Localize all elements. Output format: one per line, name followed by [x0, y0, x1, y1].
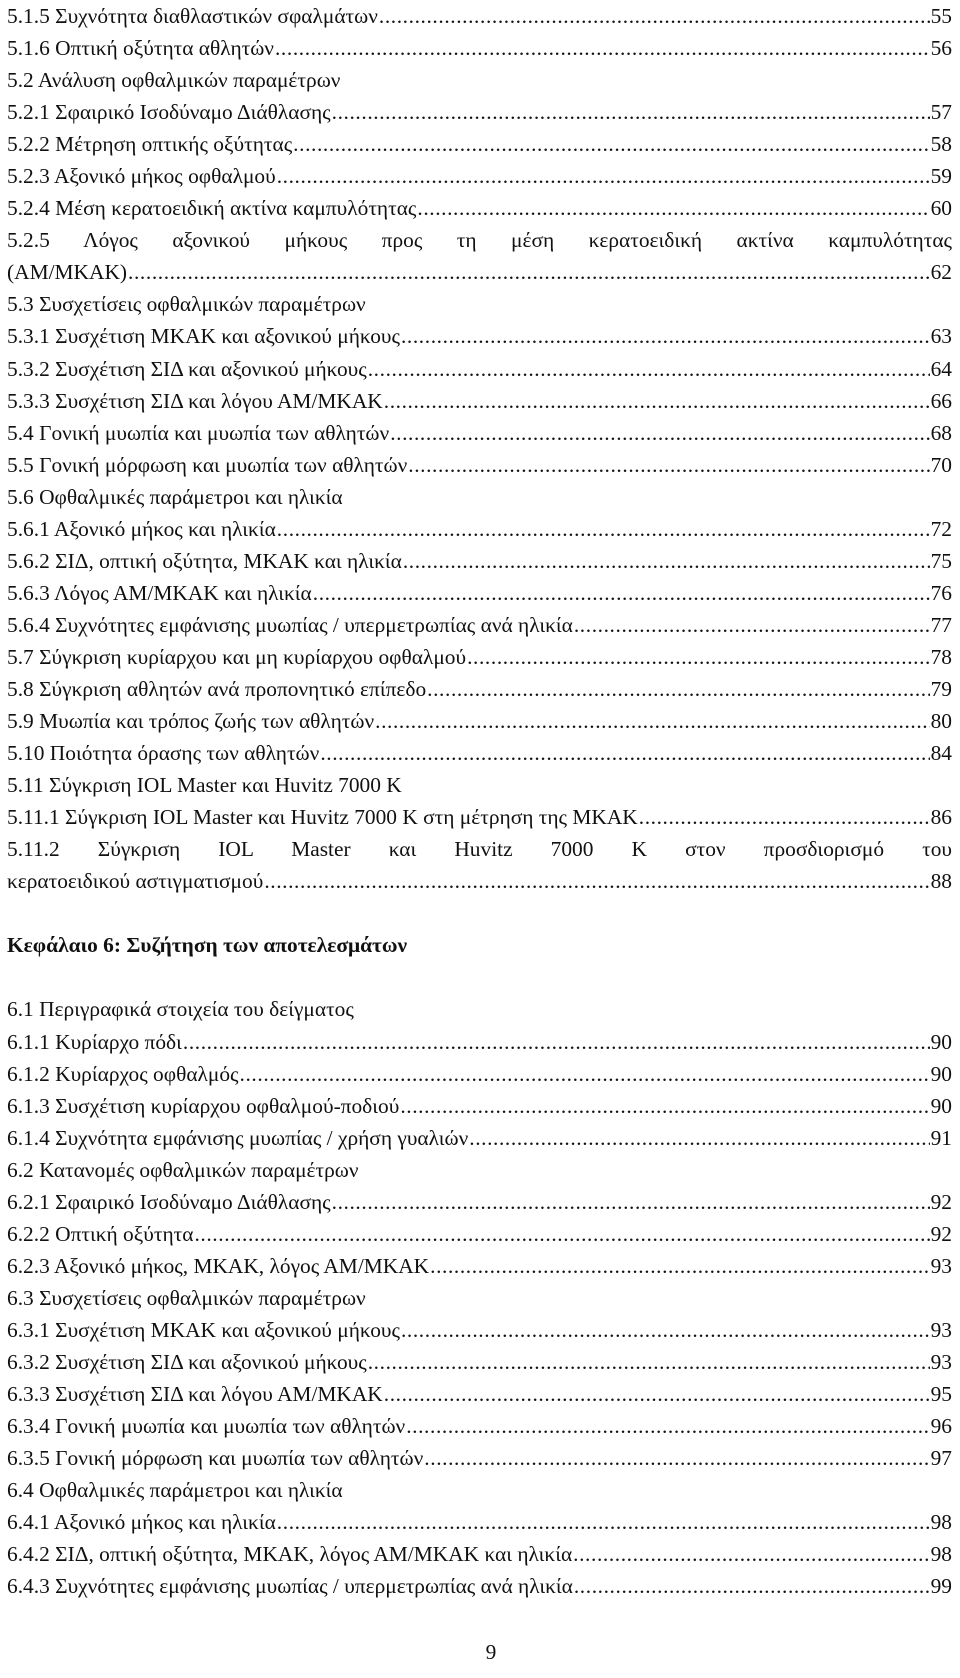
toc-entry-title — [7, 1478, 343, 1502]
toc-entry-number: 5.3.2 — [7, 356, 50, 381]
toc-entry-title — [7, 1250, 429, 1282]
toc-entry-page: 88 — [930, 869, 952, 894]
toc-entry-page: 56 — [930, 36, 952, 61]
dot-leader — [469, 1122, 929, 1154]
toc-entry-text: Αξονικό μήκος οφθαλμού — [53, 164, 276, 189]
toc-entry-number: 5.8 — [7, 676, 34, 701]
toc-entry-page: 57 — [930, 100, 952, 125]
toc-entry — [7, 993, 952, 1025]
toc-entry-page: 55 — [930, 4, 952, 28]
toc-entry-number: 5.6 — [7, 484, 34, 509]
toc-entry-page: 90 — [930, 1061, 952, 1086]
toc-entry-title — [7, 1090, 399, 1122]
toc-entry-page: 75 — [930, 548, 952, 573]
dot-leader — [401, 320, 930, 352]
toc-entry-title — [7, 68, 340, 92]
toc-entry-title — [7, 1442, 423, 1474]
toc-entry-number: 5.2.1 — [7, 100, 50, 125]
toc-entry-page: 62 — [930, 260, 952, 285]
toc-entry-title — [7, 1570, 573, 1602]
toc-entry-text: Οφθαλμικές παράμετροι και ηλικία — [39, 1478, 343, 1503]
toc-entry-number: 6.3.4 — [7, 1414, 50, 1439]
dot-leader — [417, 192, 929, 224]
toc-entry-page: 84 — [930, 741, 952, 766]
toc-entry — [7, 320, 952, 352]
toc-entry-title — [7, 192, 416, 224]
dot-leader — [320, 737, 929, 769]
toc-entry — [7, 1314, 952, 1346]
toc-entry-text: Συσχέτιση ΜΚΑΚ και αξονικού μήκους — [55, 324, 400, 349]
toc-entry-title — [7, 292, 366, 316]
toc-entry-number: 6.1.1 — [7, 1029, 50, 1054]
toc-entry — [7, 1186, 952, 1218]
toc-entry-text: Αξονικό μήκος, ΜΚΑΚ, λόγος ΑΜ/ΜΚΑΚ — [53, 1253, 430, 1278]
toc-entry-number: 6.4.3 — [7, 1574, 50, 1599]
toc-entry-number: 5.2.5 — [7, 228, 50, 253]
toc-entry-text: Συχνότητες εμφάνισης μυωπίας / υπερμετρωπίας ανά ηλικία — [55, 1574, 573, 1599]
dot-leader — [264, 865, 929, 897]
dot-leader — [467, 641, 930, 673]
toc-entry-title — [7, 1410, 405, 1442]
toc-entry-title — [7, 417, 389, 449]
dot-leader — [390, 417, 929, 449]
toc-entry-text: Αξονικό μήκος και ηλικία — [53, 1510, 276, 1535]
dot-leader — [403, 545, 930, 577]
toc-entry-number: 6.4 — [7, 1478, 34, 1503]
toc-entry-text: Ανάλυση οφθαλμικών παραμέτρων — [37, 68, 341, 93]
toc-entry-title — [7, 577, 312, 609]
toc-entry — [7, 385, 952, 417]
chapter-heading: Κεφάλαιο 6: Συζήτηση των αποτελεσμάτων — [7, 933, 408, 958]
toc-entry — [7, 449, 952, 481]
dot-leader — [293, 128, 929, 160]
toc-entry — [7, 1538, 952, 1570]
toc-entry-number: 6.1 — [7, 997, 34, 1022]
toc-entry-page: 76 — [930, 580, 952, 605]
dot-leader — [275, 32, 930, 64]
toc-entry-page: 77 — [930, 612, 952, 637]
toc-entry — [7, 353, 952, 385]
toc-entry — [7, 32, 952, 64]
toc-entry-text: Συχνότητες εμφάνισης μυωπίας / υπερμετρωπίας ανά ηλικία — [55, 612, 573, 637]
toc-entry-text: Γονική μυωπία και μυωπία των αθλητών — [39, 420, 390, 445]
dot-leader — [375, 705, 929, 737]
toc-entry-text: Ποιότητα όρασης των αθλητών — [49, 741, 320, 766]
toc-entry-wrapped — [7, 833, 952, 865]
toc-entry-number: 5.6.3 — [7, 580, 50, 605]
toc-entry-text: Αξονικό μήκος και ηλικία — [53, 516, 276, 541]
toc-entry-title — [7, 96, 331, 128]
toc-entry-title — [7, 513, 276, 545]
toc-entry — [7, 641, 952, 673]
toc-entry-number: 5.6.4 — [7, 612, 50, 637]
toc-entry-page: 91 — [930, 1125, 952, 1150]
toc-entry — [7, 769, 952, 801]
toc-entry-text-continued: κερατοειδικού αστιγματισμού — [7, 869, 264, 894]
toc-entry — [7, 128, 952, 160]
toc-entry — [7, 1250, 952, 1282]
toc-entry-text: Σφαιρικό Ισοδύναμο Διάθλασης — [55, 100, 331, 125]
toc-entry-title — [7, 1058, 239, 1090]
toc-entry-title — [7, 1026, 182, 1058]
toc-entry-page: 58 — [930, 132, 952, 157]
toc-entry-text: Συσχέτιση κυρίαρχου οφθαλμού-ποδιού — [55, 1093, 400, 1118]
toc-entry-text: Γονική μυωπία και μυωπία των αθλητών — [55, 1414, 406, 1439]
toc-entry — [7, 1410, 952, 1442]
toc-entry-text: Μυωπία και τρόπος ζωής των αθλητών — [39, 709, 375, 734]
toc-entry-page: 72 — [930, 516, 952, 541]
toc-entry-page: 70 — [930, 452, 952, 477]
toc-entry-title — [7, 224, 952, 256]
toc-entry-wrapped — [7, 224, 952, 256]
toc-entry-number: 5.3.1 — [7, 324, 50, 349]
dot-leader — [406, 1410, 929, 1442]
toc-entry-text: Σφαιρικό Ισοδύναμο Διάθλασης — [55, 1189, 331, 1214]
toc-entry-title — [7, 1218, 193, 1250]
toc-entry — [7, 1090, 952, 1122]
toc-entry-title — [7, 320, 400, 352]
toc-entry-text: Συσχέτιση ΣΙΔ και αξονικού μήκους — [55, 1349, 367, 1374]
toc-entry-page: 93 — [930, 1317, 952, 1342]
toc-entry-page: 68 — [930, 420, 952, 445]
toc-entry — [7, 1442, 952, 1474]
toc-entry — [7, 737, 952, 769]
toc-entry-number: 6.3.3 — [7, 1382, 50, 1407]
toc-entry — [7, 1282, 952, 1314]
toc-entry-number: 5.5 — [7, 452, 34, 477]
toc-entry-page: 93 — [930, 1349, 952, 1374]
toc-entry — [7, 481, 952, 513]
toc-entry-title — [7, 641, 466, 673]
toc-entry-number: 6.4.1 — [7, 1510, 50, 1535]
toc-entry-page: 95 — [930, 1382, 952, 1407]
toc-entry-title — [7, 32, 274, 64]
toc-entry-text: Μέση κερατοειδική ακτίνα καμπυλότητας — [55, 196, 417, 221]
dot-leader — [128, 256, 930, 288]
dot-leader — [574, 609, 930, 641]
toc-entry-page: 63 — [930, 324, 952, 349]
dot-leader — [277, 1506, 930, 1538]
toc-entry-title — [7, 609, 573, 641]
toc-entry-number: 5.6.2 — [7, 548, 50, 573]
toc-entry-text: Σύγκριση κυρίαρχου και μη κυρίαρχου οφθαλμού — [39, 644, 467, 669]
toc-entry-text: Συσχετίσεις οφθαλμικών παραμέτρων — [39, 292, 366, 317]
toc-entry-continuation — [7, 256, 952, 288]
dot-leader — [332, 1186, 930, 1218]
toc-entry-number: 6.2.1 — [7, 1189, 50, 1214]
toc-entry-text: Σύγκριση IOL Master και Huvitz 7000 K — [49, 773, 402, 798]
toc-entry-title — [7, 385, 383, 417]
toc-entry-page: 86 — [930, 805, 952, 830]
dot-leader — [424, 1442, 929, 1474]
dot-leader — [384, 1378, 930, 1410]
toc-entry-title — [7, 1506, 276, 1538]
toc-entry-title — [7, 801, 638, 833]
toc-entry-number: 6.3 — [7, 1285, 34, 1310]
dot-leader — [639, 801, 930, 833]
toc-entry-text: Οπτική οξύτητα αθλητών — [55, 36, 274, 61]
toc-entry-page: 90 — [930, 1093, 952, 1118]
toc-entry — [7, 1154, 952, 1186]
toc-entry-text: Κατανομές οφθαλμικών παραμέτρων — [39, 1157, 359, 1182]
toc-entry — [7, 673, 952, 705]
toc-entry — [7, 1346, 952, 1378]
toc-entry-title — [7, 705, 374, 737]
toc-entry-title — [7, 545, 402, 577]
dot-leader — [194, 1218, 929, 1250]
toc-entry-number: 5.2.2 — [7, 132, 50, 157]
dot-leader — [313, 577, 930, 609]
dot-leader — [332, 96, 930, 128]
toc-entry-number: 6.4.2 — [7, 1542, 50, 1567]
toc-entry — [7, 545, 952, 577]
toc-entry-text: Λόγος ΑΜ/ΜΚΑΚ και ηλικία — [53, 580, 312, 605]
toc-entry-title — [7, 833, 952, 865]
toc-entry — [7, 1122, 952, 1154]
toc-entry-title — [7, 1122, 468, 1154]
toc-entry-text: Συσχέτιση ΜΚΑΚ και αξονικού μήκους — [55, 1317, 400, 1342]
toc-entry-page: 80 — [930, 709, 952, 734]
toc-entry-continuation — [7, 865, 952, 897]
dot-leader — [240, 1058, 930, 1090]
toc-entry-page: 60 — [930, 196, 952, 221]
dot-leader — [277, 513, 930, 545]
toc-entry-number: 5.1.5 — [7, 4, 50, 28]
dot-leader — [384, 385, 930, 417]
toc-entry-page: 78 — [930, 644, 952, 669]
toc-entry-page: 92 — [930, 1221, 952, 1246]
toc-entry — [7, 1378, 952, 1410]
toc-entry-page: 98 — [930, 1542, 952, 1567]
dot-leader — [427, 673, 929, 705]
toc-entry — [7, 705, 952, 737]
toc-entry-title — [7, 737, 319, 769]
page-number: 9 — [485, 1640, 497, 1664]
toc-entry-title — [7, 449, 407, 481]
toc-entry-number: 6.3.5 — [7, 1446, 50, 1471]
toc-entry-title — [7, 0, 378, 32]
toc-entry-number: 5.1.6 — [7, 36, 50, 61]
toc-entry-page: 64 — [930, 356, 952, 381]
toc-entry — [7, 192, 952, 224]
toc-entry — [7, 577, 952, 609]
toc-entry-title — [7, 1378, 383, 1410]
toc-entry-title — [7, 1186, 331, 1218]
dot-leader — [574, 1570, 930, 1602]
toc-entry-number: 5.7 — [7, 644, 34, 669]
toc-entry-text: Οπτική οξύτητα — [55, 1221, 194, 1246]
toc-entry-number: 6.2 — [7, 1157, 34, 1182]
dot-leader — [430, 1250, 929, 1282]
toc-entry-title — [7, 1538, 572, 1570]
toc-entry-number: 6.2.3 — [7, 1253, 50, 1278]
toc-entry-text: Γονική μόρφωση και μυωπία των αθλητών — [39, 452, 408, 477]
toc-entry-number: 6.3.2 — [7, 1349, 50, 1374]
toc-entry-number: 5.11.2 — [7, 837, 60, 862]
toc-entry-text: Κυρίαρχο πόδι — [55, 1029, 182, 1054]
dot-leader — [368, 353, 930, 385]
toc-entry-text-continued: (ΑΜ/ΜΚΑΚ) — [7, 260, 128, 285]
toc-entry-number: 5.2.4 — [7, 196, 50, 221]
blank-line — [7, 961, 952, 993]
toc-entry — [7, 417, 952, 449]
toc-entry-page: 93 — [930, 1253, 952, 1278]
toc-entry-page: 99 — [930, 1574, 952, 1599]
toc-entry-number: 6.1.4 — [7, 1125, 50, 1150]
toc-entry-title — [7, 353, 367, 385]
blank-line — [7, 897, 952, 929]
toc-entry-text: Περιγραφικά στοιχεία του δείγματος — [39, 997, 354, 1022]
toc-entry-page: 59 — [930, 164, 952, 189]
dot-leader — [408, 449, 929, 481]
toc-entry — [7, 0, 952, 32]
table-of-contents — [7, 0, 952, 1602]
toc-entry — [7, 1506, 952, 1538]
toc-entry-number: 6.2.2 — [7, 1221, 50, 1246]
toc-entry-page: 92 — [930, 1189, 952, 1214]
toc-entry — [7, 64, 952, 96]
toc-entry-text: ΣΙΔ, οπτική οξύτητα, ΜΚΑΚ και ηλικία — [55, 548, 402, 573]
toc-entry — [7, 609, 952, 641]
toc-entry-text: Σύγκριση IOL Master και Huvitz 7000 K στη μέτρηση της ΜΚΑΚ — [65, 805, 638, 830]
toc-entry-page: 97 — [930, 1446, 952, 1471]
toc-entry — [7, 1218, 952, 1250]
toc-entry-page: 79 — [930, 676, 952, 701]
toc-entry-page: 96 — [930, 1414, 952, 1439]
toc-entry-page: 98 — [930, 1510, 952, 1535]
toc-entry-number: 5.3 — [7, 292, 34, 317]
dot-leader — [379, 0, 930, 32]
toc-entry — [7, 1058, 952, 1090]
toc-entry-text: Σύγκριση IOL Master και Huvitz 7000 K στον προσδιορισμό του — [97, 837, 952, 862]
toc-entry-number: 5.3.3 — [7, 388, 50, 413]
dot-leader — [277, 160, 930, 192]
toc-entry-title — [7, 1158, 359, 1182]
toc-entry-title — [7, 673, 426, 705]
toc-entry-number: 5.11.1 — [7, 805, 60, 830]
toc-entry-text: Συσχέτιση ΣΙΔ και αξονικού μήκους — [55, 356, 367, 381]
dot-leader — [183, 1026, 930, 1058]
toc-entry-text: ΣΙΔ, οπτική οξύτητα, ΜΚΑΚ, λόγος ΑΜ/ΜΚΑΚ και ηλικία — [55, 1542, 573, 1567]
toc-entry-number: 6.3.1 — [7, 1317, 50, 1342]
toc-entry-text: Συσχέτιση ΣΙΔ και λόγου ΑΜ/ΜΚΑΚ — [55, 388, 383, 413]
toc-entry-title — [7, 1286, 366, 1310]
toc-entry-number: 6.1.3 — [7, 1093, 50, 1118]
toc-entry-text: Οφθαλμικές παράμετροι και ηλικία — [39, 484, 343, 509]
toc-entry-page: 90 — [930, 1029, 952, 1054]
toc-entry — [7, 96, 952, 128]
toc-entry — [7, 160, 952, 192]
toc-entry-title — [7, 128, 292, 160]
toc-entry — [7, 513, 952, 545]
toc-entry-number: 5.9 — [7, 709, 34, 734]
toc-entry-number: 5.2 — [7, 68, 34, 93]
toc-entry-text: Συχνότητα εμφάνισης μυωπίας / χρήση γυαλιών — [55, 1125, 469, 1150]
toc-entry-text: Γονική μόρφωση και μυωπία των αθλητών — [55, 1446, 424, 1471]
toc-entry-text: Μέτρηση οπτικής οξύτητας — [55, 132, 293, 157]
dot-leader — [400, 1090, 929, 1122]
toc-entry-text: Σύγκριση αθλητών ανά προπονητικό επίπεδο — [39, 676, 427, 701]
toc-entry-title — [7, 773, 402, 797]
toc-entry-title — [7, 485, 343, 509]
toc-entry-number: 5.6.1 — [7, 516, 50, 541]
toc-entry-text: Συχνότητα διαθλαστικών σφαλμάτων — [55, 4, 378, 28]
toc-entry-number: 5.11 — [7, 773, 44, 798]
toc-entry-title — [7, 1346, 367, 1378]
toc-entry-text: Συσχετίσεις οφθαλμικών παραμέτρων — [39, 1285, 366, 1310]
toc-entry — [7, 1474, 952, 1506]
dot-leader — [573, 1538, 929, 1570]
toc-entry-text: Συσχέτιση ΣΙΔ και λόγου ΑΜ/ΜΚΑΚ — [55, 1382, 383, 1407]
toc-entry-title — [7, 160, 276, 192]
toc-entry-text: Κυρίαρχος οφθαλμός — [55, 1061, 239, 1086]
toc-entry — [7, 288, 952, 320]
toc-entry-number: 6.1.2 — [7, 1061, 50, 1086]
toc-entry-title — [7, 1314, 400, 1346]
toc-entry-number: 5.2.3 — [7, 164, 50, 189]
toc-entry — [7, 1570, 952, 1602]
toc-entry — [7, 801, 952, 833]
toc-entry-number: 5.10 — [7, 741, 45, 766]
toc-entry-page: 66 — [930, 388, 952, 413]
toc-entry-title — [7, 997, 354, 1021]
toc-entry-text: Λόγος αξονικού μήκους προς τη μέση κερατοειδική ακτίνα καμπυλότητας — [83, 228, 952, 253]
toc-entry — [7, 1026, 952, 1058]
dot-leader — [368, 1346, 930, 1378]
dot-leader — [401, 1314, 930, 1346]
toc-entry-number: 5.4 — [7, 420, 34, 445]
